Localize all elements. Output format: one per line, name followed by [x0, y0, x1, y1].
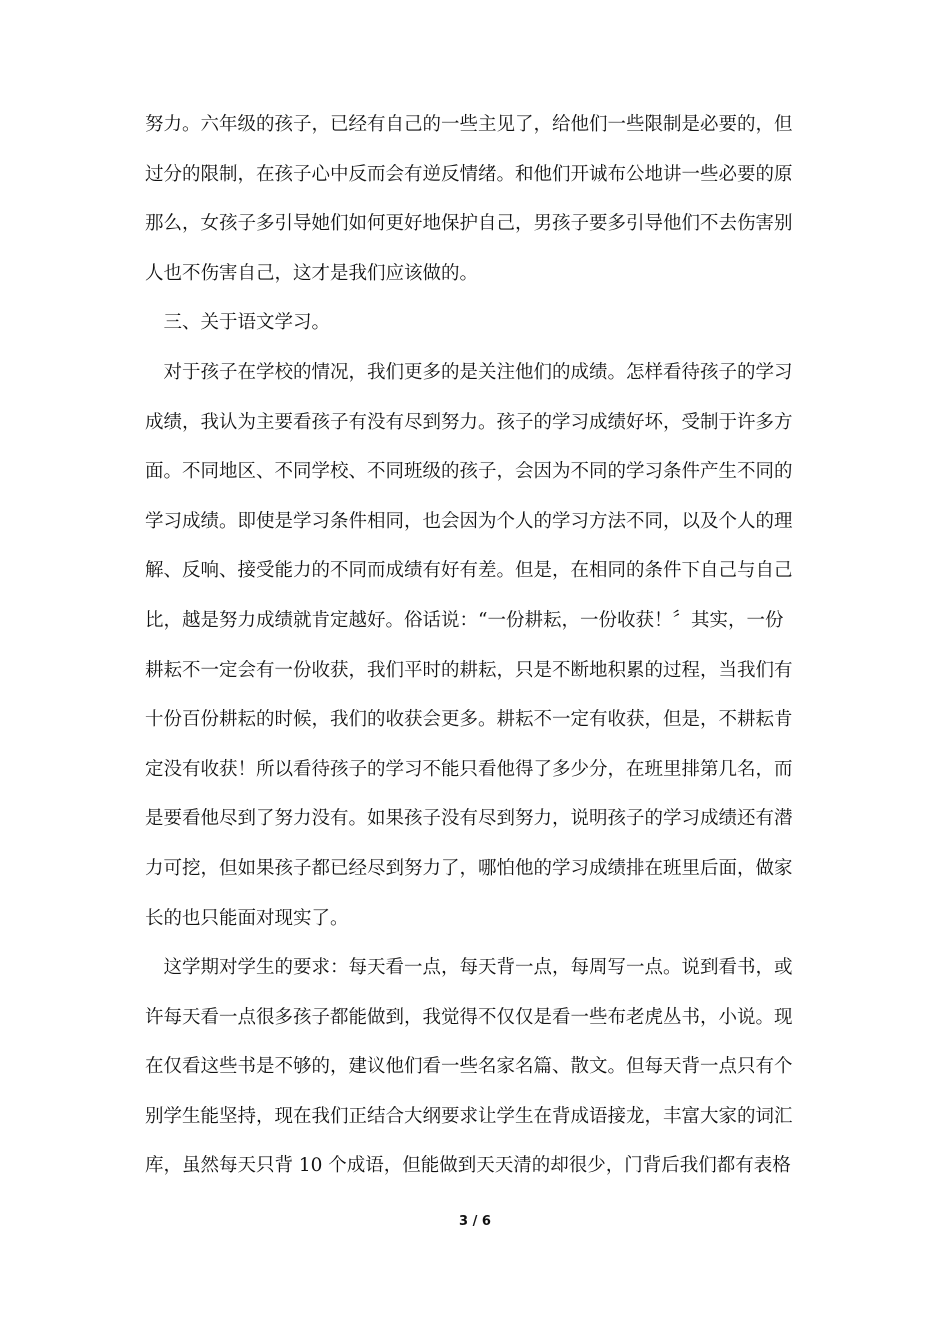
text-line: 面。不同地区、不同学校、不同班级的孩子，会因为不同的学习条件产生不同的 [145, 461, 793, 483]
text-line: 学习成绩。即使是学习条件相同，也会因为个人的学习方法不同，以及个人的理 [145, 510, 793, 532]
text-line: 对于孩子在学校的情况，我们更多的是关注他们的成绩。怎样看待孩子的学习 [145, 361, 793, 383]
text-line: 过分的限制，在孩子心中反而会有逆反情绪。和他们开诚布公地讲一些必要的原 [145, 163, 793, 185]
text-line: 是要看他尽到了努力没有。如果孩子没有尽到努力，说明孩子的学习成绩还有潜 [145, 808, 793, 830]
text-line: 在仅看这些书是不够的，建议他们看一些名家名篇、散文。但每天背一点只有个 [145, 1056, 793, 1078]
text-line: 比，越是努力成绩就肯定越好。俗话说：“一份耕耘，一份收获！〞其实，一份 [145, 609, 784, 631]
text-line: 定没有收获！所以看待孩子的学习不能只看他得了多少分，在班里排第几名，而 [145, 758, 793, 780]
text-line: 长的也只能面对现实了。 [145, 907, 349, 929]
body-text [145, 100, 825, 1191]
text-line: 力可挖，但如果孩子都已经尽到努力了，哪怕他的学习成绩排在班里后面，做家 [145, 857, 793, 879]
text-line: 这学期对学生的要求：每天看一点，每天背一点，每周写一点。说到看书，或 [145, 957, 793, 979]
text-line: 成绩，我认为主要看孩子有没有尽到努力。孩子的学习成绩好坏，受制于许多方 [145, 411, 793, 433]
text-line: 别学生能坚持，现在我们正结合大纲要求让学生在背成语接龙，丰富大家的词汇 [145, 1105, 793, 1127]
page-number: 3 / 6 [459, 1214, 491, 1229]
text-line: 人也不伤害自己，这才是我们应该做的。 [145, 262, 479, 284]
text-line: 库，虽然每天只背 10 个成语，但能做到天天清的却很少，门背后我们都有表格 [145, 1155, 791, 1177]
text-line: 努力。六年级的孩子，已经有自己的一些主见了，给他们一些限制是必要的，但 [145, 114, 793, 135]
text-line: 解、反响、接受能力的不同而成绩有好有差。但是，在相同的条件下自己与自己 [145, 560, 793, 582]
text-line: 许每天看一点很多孩子都能做到，我觉得不仅仅是看一些布老虎丛书，小说。现 [145, 1006, 793, 1028]
section-heading: 三、关于语文学习。 [145, 312, 331, 334]
text-line: 耕耘不一定会有一份收获，我们平时的耕耘，只是不断地积累的过程，当我们有 [145, 659, 793, 681]
text-line: 十份百份耕耘的时候，我们的收获会更多。耕耘不一定有收获，但是，不耕耘肯 [145, 709, 793, 731]
text-line: 那么，女孩子多引导她们如何更好地保护自己，男孩子要多引导他们不去伤害别 [145, 213, 793, 235]
